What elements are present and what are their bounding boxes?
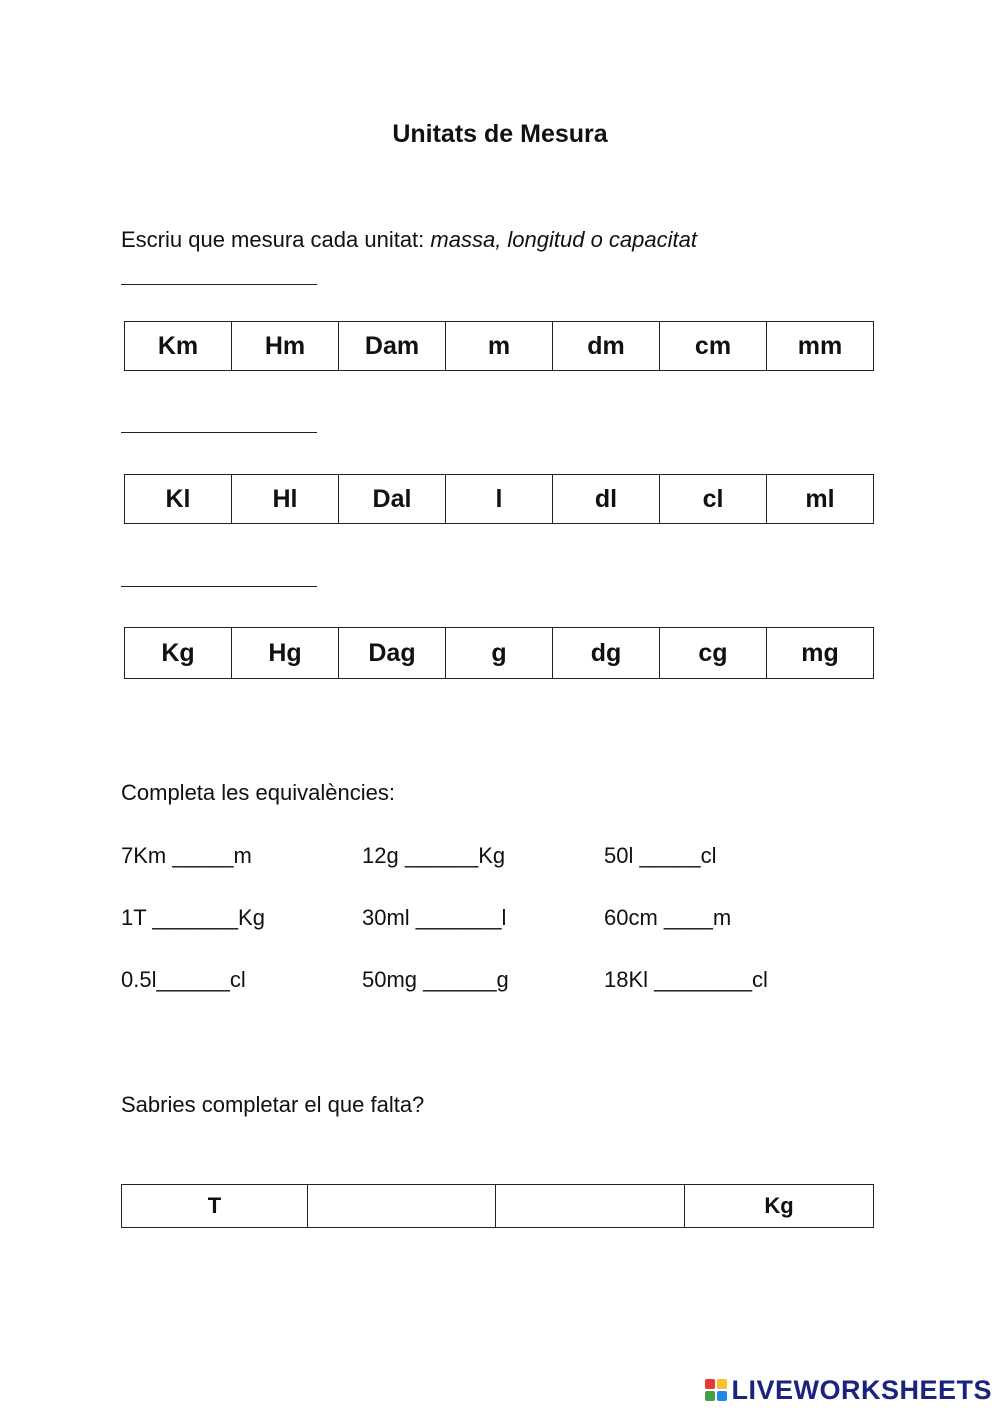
- unit-cell: Kl: [125, 475, 232, 524]
- instruction: [121, 227, 697, 253]
- units-table-mass: [124, 627, 874, 679]
- equivalence-item[interactable]: 60cm ____m: [604, 905, 732, 930]
- answer-line-2[interactable]: [121, 432, 317, 433]
- unit-cell: m: [446, 322, 553, 371]
- unit-cell: Kg: [125, 628, 232, 679]
- unit-cell: g: [446, 628, 553, 679]
- unit-cell: Dag: [339, 628, 446, 679]
- equivalences-heading: Completa les equivalències:: [121, 780, 395, 805]
- equivalence-item[interactable]: 30ml _______l: [362, 905, 507, 930]
- equivalence-item[interactable]: 50l _____cl: [604, 843, 717, 868]
- answer-line-3[interactable]: [121, 586, 317, 587]
- units-table-length: [124, 321, 874, 371]
- unit-cell: dl: [553, 475, 660, 524]
- logo-square: [717, 1379, 727, 1389]
- missing-cell: Kg: [685, 1185, 874, 1228]
- unit-cell: Hm: [232, 322, 339, 371]
- logo-square: [717, 1391, 727, 1401]
- answer-line-1[interactable]: [121, 284, 317, 285]
- unit-cell: cl: [660, 475, 767, 524]
- logo-square: [705, 1391, 715, 1401]
- instruction-options: massa, longitud o capacitat: [430, 227, 697, 252]
- unit-cell: Hg: [232, 628, 339, 679]
- equivalence-item[interactable]: 1T _______Kg: [121, 905, 265, 930]
- unit-cell: cm: [660, 322, 767, 371]
- missing-heading: Sabries completar el que falta?: [121, 1092, 425, 1117]
- missing-cell: T: [122, 1185, 308, 1228]
- equivalence-item[interactable]: 7Km _____m: [121, 843, 252, 868]
- instruction-prefix: Escriu que mesura cada unitat:: [121, 227, 431, 252]
- unit-cell: ml: [767, 475, 874, 524]
- missing-units-table: [121, 1184, 874, 1228]
- missing-cell-blank[interactable]: [308, 1185, 496, 1228]
- unit-cell: dg: [553, 628, 660, 679]
- logo-square: [705, 1379, 715, 1389]
- page-title: Unitats de Mesura: [392, 120, 608, 148]
- unit-cell: mm: [767, 322, 874, 371]
- equivalence-item[interactable]: 18Kl ________cl: [604, 967, 768, 992]
- unit-cell: cg: [660, 628, 767, 679]
- unit-cell: l: [446, 475, 553, 524]
- unit-cell: dm: [553, 322, 660, 371]
- equivalence-item[interactable]: 0.5l______cl: [121, 967, 246, 992]
- logo-mark-icon: [705, 1379, 727, 1401]
- logo-text: LIVEWORKSHEETS: [731, 1374, 992, 1405]
- unit-cell: Dal: [339, 475, 446, 524]
- liveworksheets-logo: [705, 1373, 992, 1407]
- unit-cell: mg: [767, 628, 874, 679]
- missing-cell-blank[interactable]: [496, 1185, 685, 1228]
- unit-cell: Dam: [339, 322, 446, 371]
- equivalence-item[interactable]: 12g ______Kg: [362, 843, 506, 868]
- units-table-capacity: [124, 474, 874, 524]
- unit-cell: Hl: [232, 475, 339, 524]
- unit-cell: Km: [125, 322, 232, 371]
- equivalence-item[interactable]: 50mg ______g: [362, 967, 509, 992]
